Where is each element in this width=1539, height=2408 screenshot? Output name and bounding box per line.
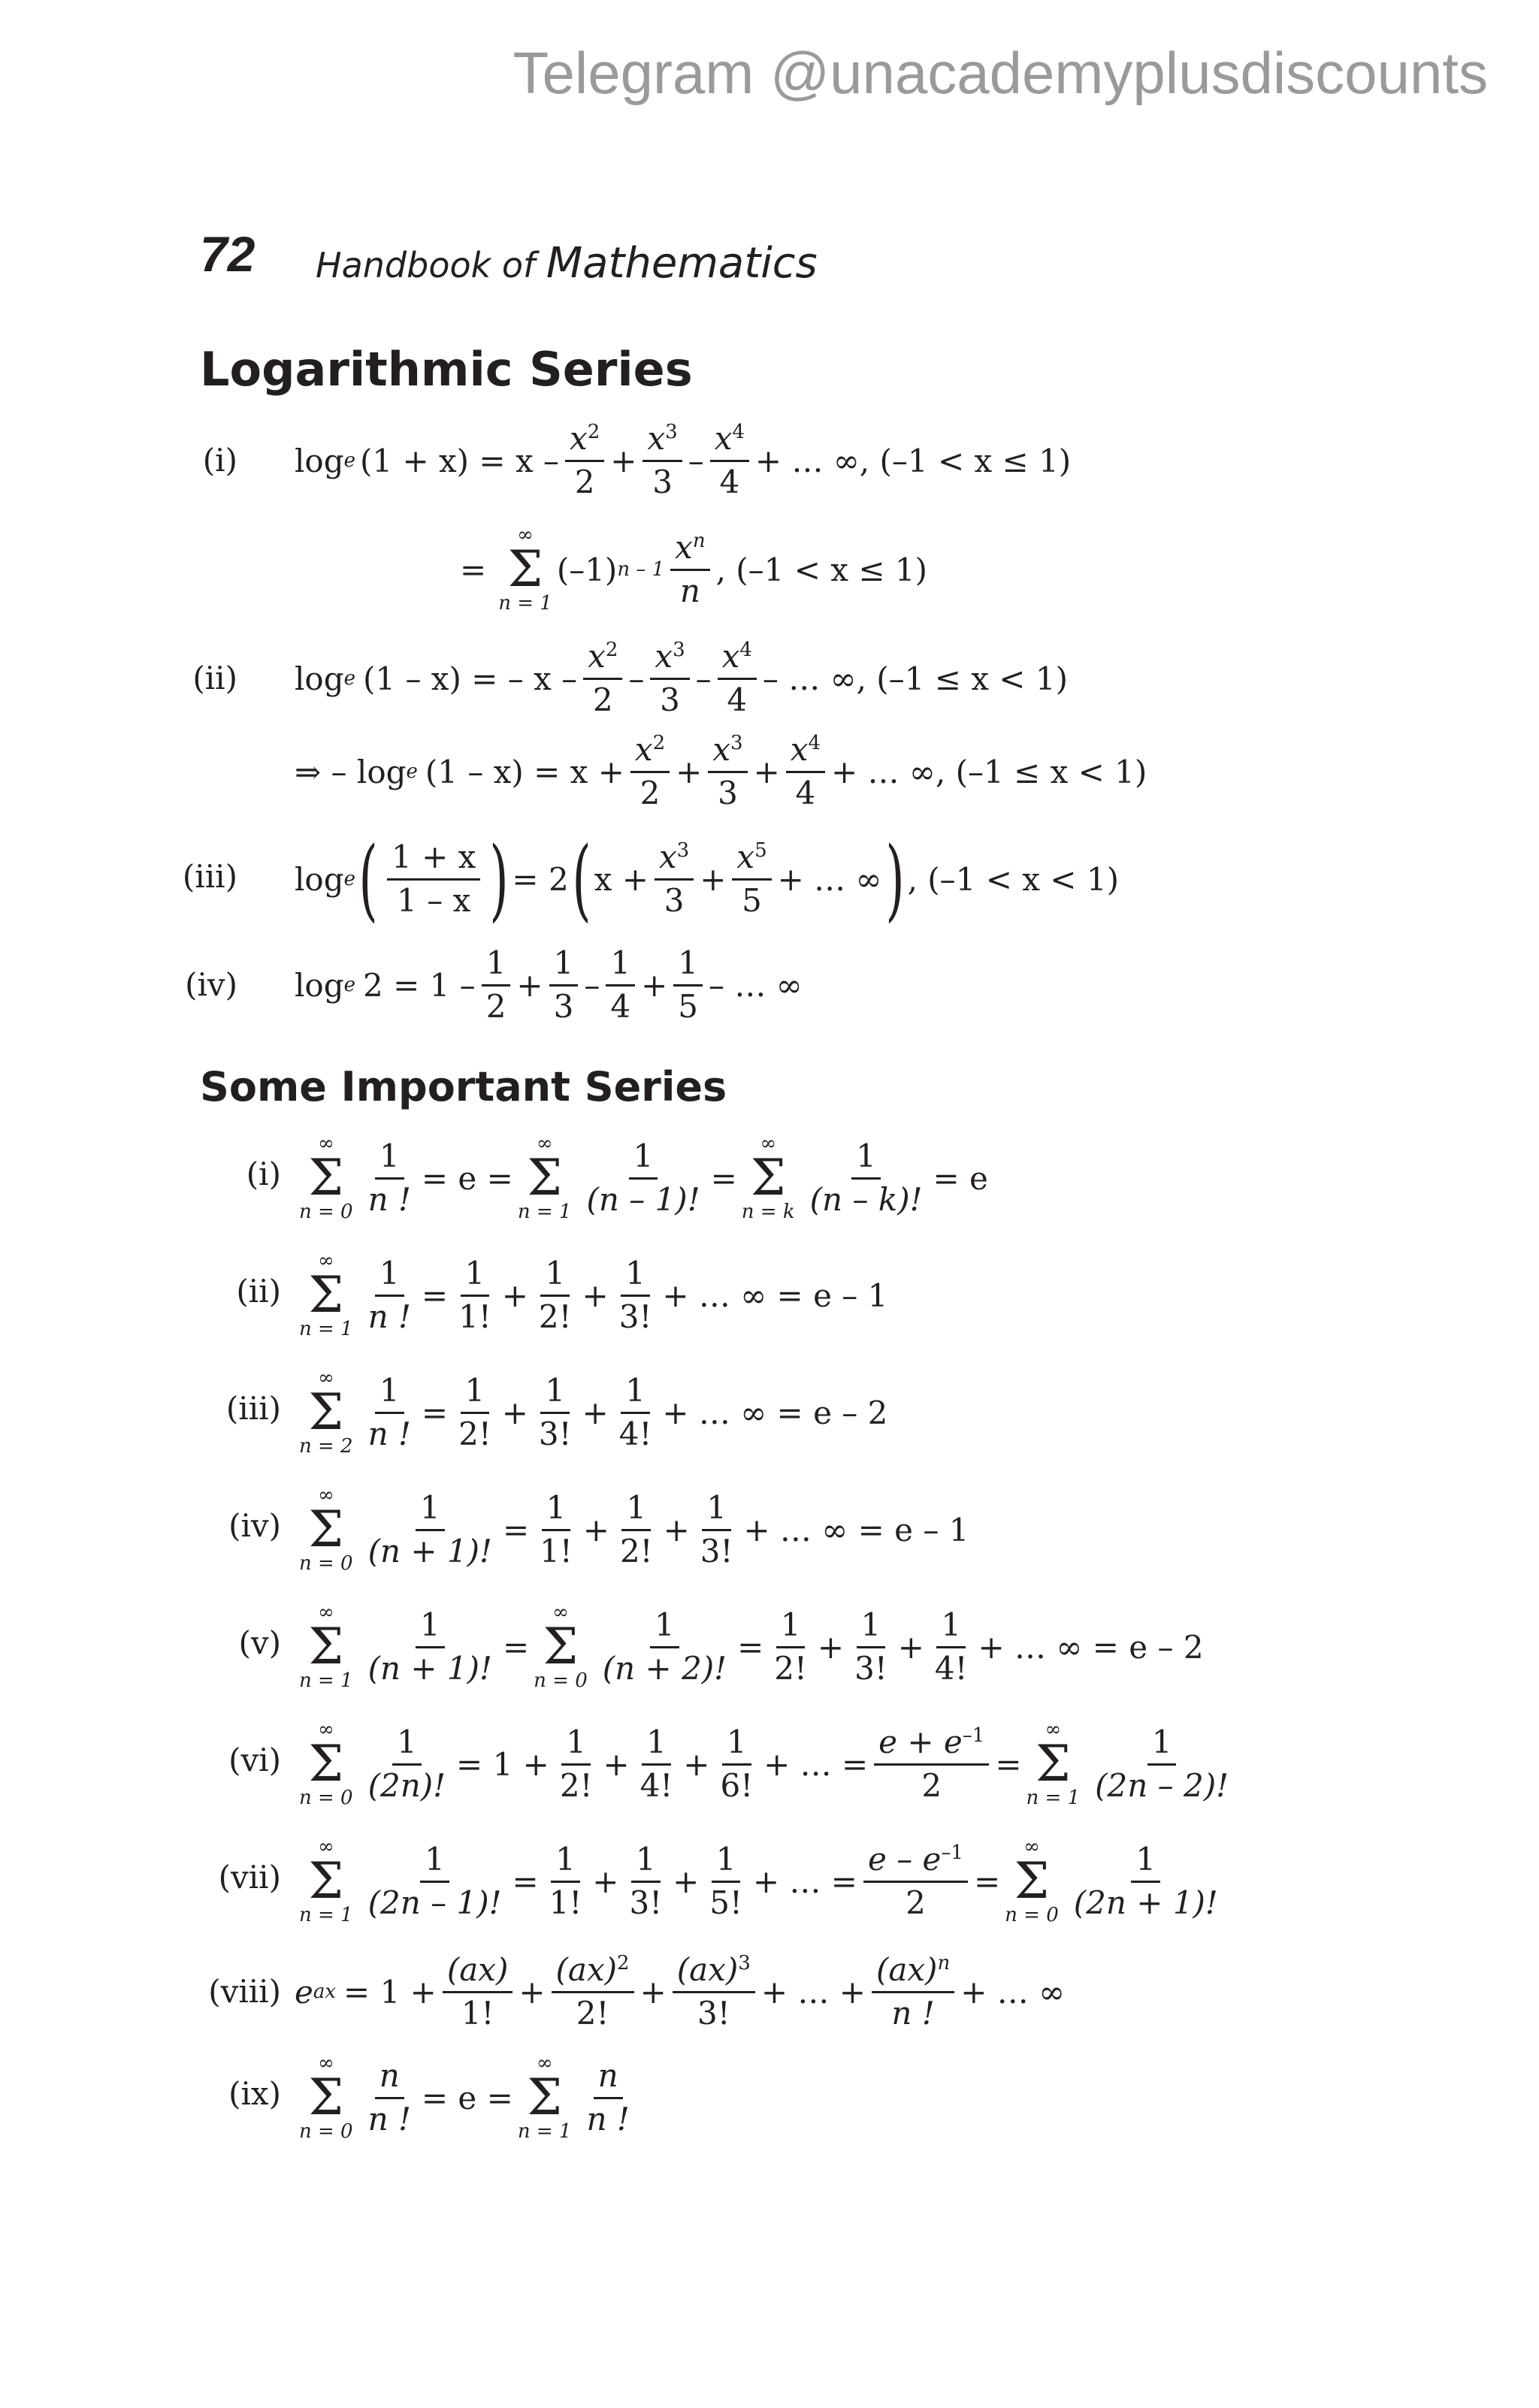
sigma-symbol: ∞ Σ n = 0 <box>1005 1835 1059 1926</box>
equation-series-vii: ∞ Σ n = 1 $\frac{1}{(2n - 1)!}$ = $\frac{1}{1!}$ + $\frac{1}{3!}$ + $\frac{1}{5!}$ + … = $\frac{e - e^{-1}}{2}$ = ∞ Σ n = 0 $\frac{1}{(2n + 1)!}$ <box>299 1835 1218 1926</box>
equation-log-ii-implies: ⇒ – log e (1 – x) = x + $\frac{x^2}{2}$ + $\frac{x^3}{3}$ + $\frac{x^4}{4}$ + … ∞, (–1 ≤ x < 1) <box>295 731 1147 811</box>
section-title-important-series: Some Important Series <box>200 1063 727 1110</box>
label-series-iv: (iv) <box>228 1507 281 1544</box>
sigma-symbol: ∞ Σ n = 0 <box>299 1484 353 1575</box>
equation-series-vi: ∞ Σ n = 0 $\frac{1}{(2n)!}$ = 1 + $\frac{1}{2!}$ + $\frac{1}{4!}$ + $\frac{1}{6!}$ + … = $\frac{e + e^{-1}}{2}$ = ∞ Σ n = 1 $\frac{1}{(2n - 2)!}$ <box>299 1718 1229 1809</box>
right-paren: ) <box>489 827 509 931</box>
book-title-main: Mathematics <box>546 239 818 288</box>
equation-series-iii: ∞ Σ n = 2 $\frac{1}{n !}$ = $\frac{1}{2!}$ + $\frac{1}{3!}$ + $\frac{1}{4!}$ + … ∞ = e – 2 <box>299 1367 888 1458</box>
label-series-i: (i) <box>246 1156 281 1192</box>
equation-log-iii: log e ( $\frac{1 + x}{1 - x}$ ) = 2 ( x + $\frac{x^3}{3}$ + $\frac{x^5}{5}$ + … ∞ ) , (–1 < x < 1) <box>295 827 1119 931</box>
equation-series-iv: ∞ Σ n = 0 $\frac{1}{(n + 1)!}$ = $\frac{1}{1!}$ + $\frac{1}{2!}$ + $\frac{1}{3!}$ + … ∞ = e – 1 <box>299 1484 969 1575</box>
sigma-symbol: ∞ Σ n = 1 <box>299 1601 353 1692</box>
equation-log-iv: log e 2 = 1 – $\frac{1}{2}$ + $\frac{1}{3}$ – $\frac{1}{4}$ + $\frac{1}{5}$ – … ∞ <box>295 944 803 1025</box>
running-header <box>316 239 818 288</box>
equation-series-v: ∞ Σ n = 1 $\frac{1}{(n + 1)!}$ = ∞ Σ n = 0 $\frac{1}{(n + 2)!}$ = $\frac{1}{2!}$ + $\frac{1}{3!}$ + $\frac{1}{4!}$ + … ∞ = e – 2 <box>299 1601 1204 1692</box>
sigma-symbol: ∞ Σ n = k <box>741 1132 795 1223</box>
sigma-symbol: ∞ Σ n = 1 <box>517 1132 572 1223</box>
section-title-logarithmic-series: Logarithmic Series <box>200 342 693 397</box>
equation-log-i: log e (1 + x) = x – $\frac{x^2}{2}$ + $\frac{x^3}{3}$ – $\frac{x^4}{4}$ + … ∞, (–1 < x ≤ 1) <box>295 420 1072 500</box>
sigma-symbol: ∞ Σ n = 0 <box>299 1718 353 1809</box>
sigma-symbol: ∞ Σ n = 2 <box>299 1367 353 1458</box>
label-log-iii: (iii) <box>182 858 237 895</box>
equation-log-ii: log e (1 – x) = – x – $\frac{x^2}{2}$ – $\frac{x^3}{3}$ – $\frac{x^4}{4}$ – … ∞, (–1 ≤ x < 1) <box>295 638 1068 718</box>
label-log-ii: (ii) <box>192 660 237 696</box>
right-paren: ) <box>884 827 905 931</box>
sigma-symbol: ∞ Σ n = 1 <box>1026 1718 1081 1809</box>
watermark: Telegram @unacademyplusdiscounts <box>512 40 1488 106</box>
left-paren: ( <box>572 827 591 931</box>
label-series-ix: (ix) <box>228 2075 281 2112</box>
equation-log-i-sum: = ∞ Σ n = 1 (–1) n – 1 $\frac{x^n}{n}$ , (–1 < x ≤ 1) <box>460 524 927 615</box>
equation-series-ix: ∞ Σ n = 0 $\frac{n}{n !}$ = e = ∞ Σ n = 1 $\frac{n}{n !}$ <box>299 2052 630 2143</box>
label-series-v: (v) <box>238 1624 281 1661</box>
sigma-symbol: ∞ Σ n = 1 <box>517 2052 572 2143</box>
equation-series-ii: ∞ Σ n = 1 $\frac{1}{n !}$ = $\frac{1}{1!}$ + $\frac{1}{2!}$ + $\frac{1}{3!}$ + … ∞ = e – 1 <box>299 1249 888 1340</box>
label-log-i: (i) <box>202 442 237 479</box>
label-series-ii: (ii) <box>236 1273 281 1310</box>
label-series-vi: (vi) <box>228 1742 281 1778</box>
page-number: 72 <box>200 226 255 282</box>
label-series-viii: (viii) <box>208 1973 281 2010</box>
left-paren: ( <box>358 827 378 931</box>
label-series-vii: (vii) <box>218 1859 281 1896</box>
sigma-symbol: ∞ Σ n = 1 <box>498 524 552 615</box>
sigma-symbol: ∞ Σ n = 0 <box>299 2052 353 2143</box>
sigma-symbol: ∞ Σ n = 0 <box>299 1132 353 1223</box>
sigma-symbol: ∞ Σ n = 1 <box>299 1249 353 1340</box>
sigma-symbol: ∞ Σ n = 0 <box>534 1601 588 1692</box>
label-series-iii: (iii) <box>225 1390 281 1427</box>
equation-series-i: ∞ Σ n = 0 $\frac{1}{n !}$ = e = ∞ Σ n = 1 $\frac{1}{(n - 1)!}$ = ∞ Σ n = k $\frac{1}{(n - k)!}$ = e <box>299 1132 988 1223</box>
equation-series-viii: e ax = 1 + $\frac{(ax)}{1!}$ + $\frac{(ax)^2}{2!}$ + $\frac{(ax)^3}{3!}$ + … + $\frac{(ax)^n}{n !}$ + … ∞ <box>295 1951 1066 2032</box>
label-log-iv: (iv) <box>185 966 237 1003</box>
sigma-symbol: ∞ Σ n = 1 <box>299 1835 353 1926</box>
book-title-prefix: Handbook of <box>316 245 536 286</box>
